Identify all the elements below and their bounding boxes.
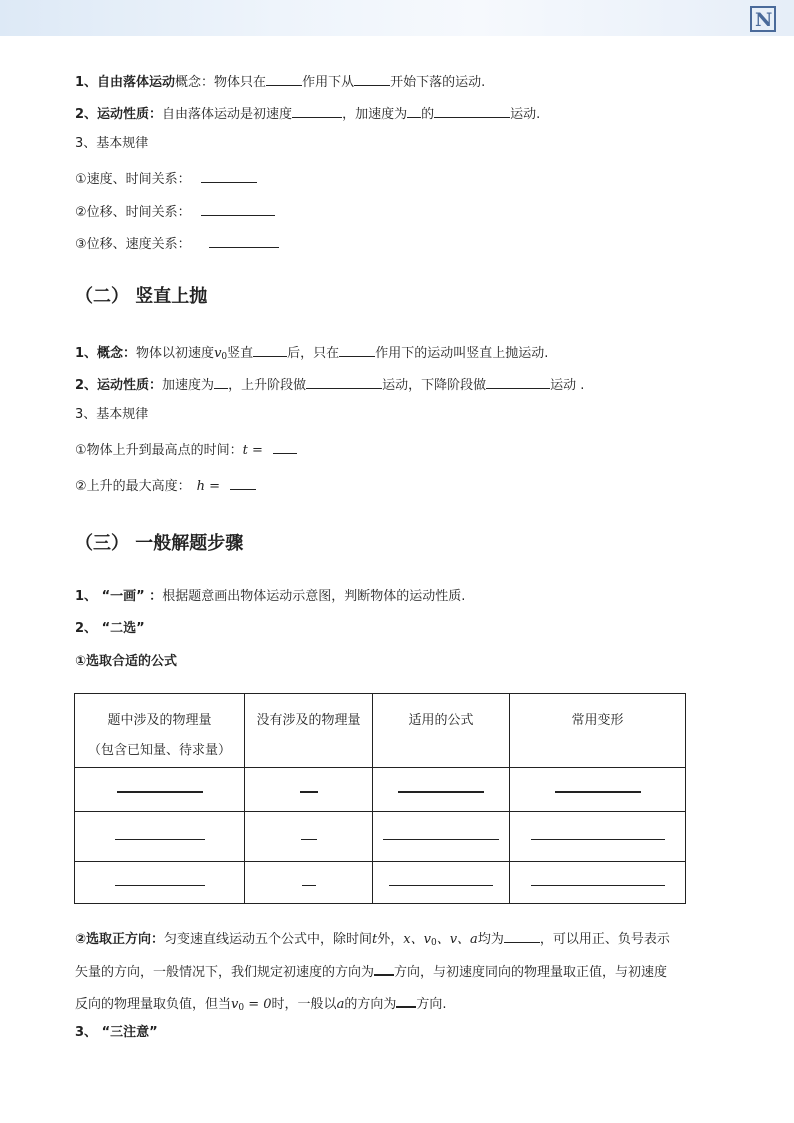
blank — [302, 884, 316, 886]
velocity-time-relation: ①速度、时间关系： — [75, 168, 257, 189]
blank — [354, 71, 390, 86]
table-cell — [75, 812, 245, 862]
blank — [374, 960, 394, 976]
blank — [531, 838, 665, 840]
step-three-notes: 3、 “三注意” — [75, 1025, 158, 1040]
time-to-peak: ①物体上升到最高点的时间：t = — [75, 439, 297, 460]
blank — [115, 838, 205, 840]
table-cell — [373, 812, 510, 862]
blank — [531, 884, 665, 886]
table-row — [75, 862, 686, 904]
table-header-row — [75, 694, 686, 768]
blank — [214, 374, 228, 389]
blank — [504, 928, 540, 943]
step-two-choose: 2、 “二选” — [75, 621, 145, 636]
table-row — [75, 768, 686, 812]
table-cell — [75, 768, 245, 812]
choose-formula-heading: ①选取合适的公式 — [75, 654, 178, 669]
vertical-throw-concept: 1、概念：物体以初速度$v_0$竖直 后，只在 作用下的运动叫竖直上抛运动. — [75, 342, 548, 366]
positive-direction-line2: 矢量的方向，一般情况下，我们规定初速度的方向为 方向，与初速度同向的物理量取正值，与初速度 — [75, 960, 667, 982]
displacement-time-relation: ②位移、时间关系： — [75, 201, 275, 222]
blank — [407, 103, 421, 118]
blank — [201, 201, 275, 216]
blank — [434, 103, 510, 118]
table-cell — [510, 812, 686, 862]
blank — [201, 168, 257, 183]
table-cell — [245, 862, 373, 904]
blank — [339, 342, 375, 357]
table-cell — [75, 862, 245, 904]
blank — [209, 233, 279, 248]
blank — [273, 439, 297, 454]
free-fall-nature: 2、运动性质：自由落体运动是初速度 ，加速度为 的 运动. — [75, 103, 540, 124]
step-one-draw: 1、 “一画” ：根据题意画出物体运动示意图，判断物体的运动性质. — [75, 589, 466, 604]
blank — [230, 475, 256, 490]
blank — [306, 374, 382, 389]
table-cell — [373, 768, 510, 812]
basic-laws-heading: 3、基本规律 — [75, 136, 149, 151]
blank — [266, 71, 302, 86]
logo-icon: N — [750, 6, 776, 32]
table-header-not-involved: 没有涉及的物理量 — [245, 694, 373, 768]
max-height: ②上升的最大高度： h = — [75, 475, 256, 496]
table-header-variant: 常用变形 — [510, 694, 686, 768]
header-band — [0, 0, 794, 36]
blank — [301, 838, 317, 840]
blank — [117, 790, 203, 793]
section-title-vertical-throw: （二） 竖直上抛 — [75, 286, 208, 307]
blank — [396, 992, 416, 1008]
table-cell — [510, 768, 686, 812]
blank — [253, 342, 287, 357]
table-cell — [373, 862, 510, 904]
blank — [555, 790, 641, 793]
blank — [115, 884, 205, 886]
blank — [300, 790, 318, 793]
positive-direction-line1: ②选取正方向：匀变速直线运动五个公式中，除时间t外，x、$v_0$、v、a均为 ，可以用正、负号表示 — [75, 928, 670, 952]
table-header-formula: 适用的公式 — [373, 694, 510, 768]
table-cell — [245, 768, 373, 812]
free-fall-concept: 1、自由落体运动概念：物体只在 作用下从 开始下落的运动. — [75, 71, 485, 92]
vertical-throw-nature: 2、运动性质：加速度为 ，上升阶段做 运动，下降阶段做 运动 . — [75, 374, 584, 395]
blank — [292, 103, 342, 118]
basic-laws-heading-2: 3、基本规律 — [75, 407, 149, 422]
blank — [398, 790, 484, 793]
blank — [486, 374, 550, 389]
blank — [389, 884, 493, 886]
table-cell — [245, 812, 373, 862]
table-cell — [510, 862, 686, 904]
displacement-velocity-relation: ③位移、速度关系： — [75, 233, 279, 254]
formula-table — [74, 693, 686, 904]
table-header-involved: 题中涉及的物理量 （包含已知量、待求量） — [75, 694, 245, 768]
table-row — [75, 812, 686, 862]
section-title-solving-steps: （三） 一般解题步骤 — [75, 533, 244, 554]
blank — [383, 838, 499, 840]
positive-direction-line3: 反向的物理量取负值，但当$v_0 = 0$时，一般以a的方向为 方向. — [75, 992, 446, 1017]
